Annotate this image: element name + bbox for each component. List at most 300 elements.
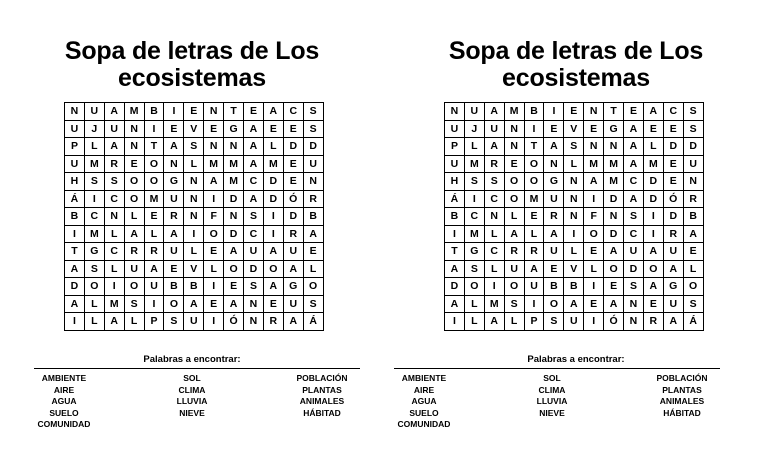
grid-cell: G	[663, 278, 683, 296]
grid-cell: E	[283, 173, 303, 191]
grid-cell: D	[663, 208, 683, 226]
grid-cell: R	[643, 313, 663, 331]
grid-cell: A	[244, 190, 264, 208]
word-item: AGUA	[411, 396, 437, 406]
grid-cell: E	[124, 155, 144, 173]
grid-cell: I	[484, 278, 504, 296]
grid-cell: A	[604, 295, 624, 313]
grid-cell: C	[104, 190, 124, 208]
grid-cell: E	[283, 155, 303, 173]
word-item: AIRE	[53, 384, 75, 395]
grid-cell: E	[504, 155, 524, 173]
grid-cell: Ó	[663, 190, 683, 208]
grid-cell: L	[464, 295, 484, 313]
grid-cell: R	[104, 155, 124, 173]
grid-cell: E	[663, 120, 683, 138]
grid-cell: M	[124, 103, 144, 121]
word-column-2	[160, 373, 224, 419]
grid-cell: R	[164, 208, 184, 226]
grid-cell: I	[164, 103, 184, 121]
grid-cell: I	[263, 208, 283, 226]
grid-cell: I	[584, 278, 604, 296]
grid-cell: M	[224, 173, 244, 191]
grid-cell: L	[124, 208, 144, 226]
grid-cell: B	[65, 208, 85, 226]
grid-cell: A	[224, 243, 244, 261]
grid-cell: S	[124, 295, 144, 313]
grid-cell: S	[484, 173, 504, 191]
word-item: POBLACIÓN	[656, 373, 708, 383]
grid-cell: M	[204, 155, 224, 173]
grid-cell: R	[484, 155, 504, 173]
grid-row	[65, 120, 324, 138]
grid-cell: S	[504, 295, 524, 313]
grid-cell: L	[104, 225, 124, 243]
grid-cell: U	[283, 295, 303, 313]
grid-cell: A	[224, 295, 244, 313]
word-column-3	[644, 373, 720, 419]
grid-row	[445, 278, 704, 296]
grid-cell: A	[303, 225, 323, 243]
grid-cell: D	[604, 225, 624, 243]
grid-cell: L	[584, 260, 604, 278]
grid-cell: I	[643, 208, 663, 226]
grid-cell: O	[544, 295, 564, 313]
grid-cell: V	[184, 120, 204, 138]
grid-cell: G	[544, 173, 564, 191]
grid-cell: E	[663, 173, 683, 191]
grid-cell: O	[504, 190, 524, 208]
grid-cell: N	[224, 138, 244, 156]
grid-cell: E	[303, 243, 323, 261]
grid-cell: G	[604, 120, 624, 138]
grid-cell: L	[504, 208, 524, 226]
grid-cell: A	[445, 295, 465, 313]
grid-cell: S	[164, 313, 184, 331]
grid-cell: I	[84, 190, 104, 208]
grid-cell: I	[464, 190, 484, 208]
grid-cell: L	[144, 225, 164, 243]
grid-cell: R	[263, 313, 283, 331]
grid-cell: L	[204, 260, 224, 278]
grid-cell: I	[204, 278, 224, 296]
grid-cell: N	[65, 103, 85, 121]
grid-cell: N	[584, 138, 604, 156]
grid-cell: N	[604, 208, 624, 226]
grid-cell: D	[624, 260, 644, 278]
grid-cell: N	[564, 173, 584, 191]
word-item: HÁBITAD	[663, 407, 701, 418]
word-item: AMBIENTE	[401, 373, 447, 383]
grid-cell: U	[464, 103, 484, 121]
grid-cell: D	[643, 190, 663, 208]
grid-cell: M	[643, 155, 663, 173]
grid-cell: L	[303, 260, 323, 278]
grid-cell: M	[524, 190, 544, 208]
word-item: COMUNIDAD	[37, 419, 91, 429]
grid-cell: U	[65, 155, 85, 173]
grid-row	[445, 260, 704, 278]
word-item: SUELO	[49, 407, 79, 418]
grid-cell: U	[65, 120, 85, 138]
grid-cell: U	[504, 260, 524, 278]
grid-cell: B	[445, 208, 465, 226]
grid-cell: C	[663, 103, 683, 121]
grid-row	[65, 190, 324, 208]
grid-cell: Ó	[224, 313, 244, 331]
grid-cell: U	[544, 190, 564, 208]
grid-cell: L	[263, 138, 283, 156]
grid-cell: E	[164, 260, 184, 278]
grid-cell: D	[263, 190, 283, 208]
grid-cell: A	[544, 225, 564, 243]
grid-cell: G	[283, 278, 303, 296]
grid-cell: S	[464, 173, 484, 191]
grid-cell: H	[445, 173, 465, 191]
puzzle-title: Sopa de letras de Los ecosistemas	[448, 37, 704, 92]
word-item: LLUVIA	[176, 396, 208, 406]
word-list-divider	[34, 368, 360, 369]
grid-cell: E	[244, 103, 264, 121]
grid-cell: I	[544, 103, 564, 121]
grid-cell: E	[584, 120, 604, 138]
grid-cell: E	[204, 120, 224, 138]
grid-cell: N	[504, 138, 524, 156]
grid-cell: C	[84, 208, 104, 226]
grid-cell: B	[564, 278, 584, 296]
grid-cell: E	[263, 295, 283, 313]
grid-row	[445, 103, 704, 121]
grid-cell: V	[184, 260, 204, 278]
grid-cell: O	[124, 190, 144, 208]
grid-cell: M	[504, 103, 524, 121]
grid-cell: D	[663, 138, 683, 156]
grid-cell: S	[683, 295, 703, 313]
word-item: COMUNIDAD	[397, 419, 451, 429]
grid-cell: U	[445, 155, 465, 173]
grid-cell: A	[663, 260, 683, 278]
grid-cell: B	[524, 103, 544, 121]
word-item: AGUA	[51, 396, 77, 406]
grid-cell: U	[164, 190, 184, 208]
grid-cell: S	[544, 313, 564, 331]
grid-cell: Á	[683, 313, 703, 331]
grid-cell: R	[144, 243, 164, 261]
grid-cell: S	[683, 103, 703, 121]
grid-cell: C	[624, 173, 644, 191]
grid-cell: E	[224, 278, 244, 296]
grid-cell: Á	[65, 190, 85, 208]
grid-cell: N	[224, 208, 244, 226]
grid-cell: M	[604, 155, 624, 173]
grid-cell: Ó	[283, 190, 303, 208]
grid-cell: U	[524, 278, 544, 296]
grid-cell: T	[445, 243, 465, 261]
grid-cell: A	[263, 103, 283, 121]
grid-cell: C	[244, 173, 264, 191]
grid-row	[65, 260, 324, 278]
grid-row	[65, 138, 324, 156]
grid-cell: I	[524, 120, 544, 138]
grid-row	[65, 243, 324, 261]
grid-cell: U	[84, 103, 104, 121]
grid-row	[445, 295, 704, 313]
grid-cell: I	[204, 313, 224, 331]
grid-cell: S	[104, 173, 124, 191]
grid-cell: B	[683, 208, 703, 226]
grid-cell: U	[283, 243, 303, 261]
grid-cell: U	[104, 120, 124, 138]
grid-cell: D	[283, 208, 303, 226]
grid-cell: D	[65, 278, 85, 296]
grid-cell: O	[524, 155, 544, 173]
grid-cell: B	[544, 278, 564, 296]
grid-cell: N	[303, 173, 323, 191]
grid-cell: I	[584, 313, 604, 331]
grid-cell: C	[244, 225, 264, 243]
grid-cell: O	[164, 295, 184, 313]
grid-cell: D	[224, 190, 244, 208]
grid-cell: U	[144, 278, 164, 296]
grid-cell: D	[445, 278, 465, 296]
grid-row	[445, 313, 704, 331]
grid-cell: R	[524, 243, 544, 261]
grid-cell: N	[164, 155, 184, 173]
grid-cell: U	[663, 295, 683, 313]
grid-cell: N	[204, 138, 224, 156]
grid-cell: Á	[303, 313, 323, 331]
grid-cell: R	[283, 225, 303, 243]
grid-cell: I	[643, 225, 663, 243]
word-list-heading: Palabras a encontrar:	[527, 354, 625, 365]
grid-cell: O	[464, 278, 484, 296]
grid-cell: C	[283, 103, 303, 121]
grid-cell: N	[184, 173, 204, 191]
grid-cell: L	[484, 225, 504, 243]
word-column-1	[28, 373, 100, 431]
grid-cell: E	[683, 243, 703, 261]
grid-cell: O	[84, 278, 104, 296]
grid-cell: N	[124, 120, 144, 138]
grid-cell: A	[445, 260, 465, 278]
grid-cell: U	[124, 260, 144, 278]
grid-cell: S	[303, 295, 323, 313]
grid-cell: T	[524, 138, 544, 156]
grid-cell: L	[464, 138, 484, 156]
grid-cell: A	[164, 225, 184, 243]
grid-cell: U	[484, 120, 504, 138]
grid-cell: E	[564, 103, 584, 121]
grid-cell: R	[303, 190, 323, 208]
grid-cell: A	[643, 103, 663, 121]
grid-cell: A	[244, 120, 264, 138]
grid-cell: I	[144, 295, 164, 313]
letter-grid	[64, 102, 324, 331]
grid-cell: N	[484, 208, 504, 226]
word-item: SUELO	[409, 407, 439, 418]
grid-cell: N	[244, 313, 264, 331]
grid-cell: O	[144, 155, 164, 173]
grid-cell: D	[683, 138, 703, 156]
grid-cell: L	[84, 313, 104, 331]
grid-cell: C	[484, 243, 504, 261]
grid-cell: E	[604, 278, 624, 296]
grid-cell: A	[584, 173, 604, 191]
grid-cell: A	[283, 313, 303, 331]
grid-cell: A	[604, 243, 624, 261]
grid-cell: D	[263, 173, 283, 191]
grid-cell: M	[84, 225, 104, 243]
grid-cell: E	[144, 208, 164, 226]
grid-cell: T	[224, 103, 244, 121]
word-item: SOL	[543, 373, 561, 383]
grid-cell: M	[464, 155, 484, 173]
puzzle-title: Sopa de letras de Los ecosistemas	[64, 37, 320, 92]
grid-cell: R	[683, 190, 703, 208]
grid-cell: A	[624, 190, 644, 208]
grid-row	[445, 173, 704, 191]
grid-cell: U	[445, 120, 465, 138]
grid-cell: A	[244, 155, 264, 173]
grid-cell: A	[624, 120, 644, 138]
grid-cell: D	[224, 225, 244, 243]
grid-cell: N	[124, 138, 144, 156]
word-item: CLIMA	[538, 384, 566, 395]
grid-cell: A	[164, 138, 184, 156]
grid-cell: P	[445, 138, 465, 156]
grid-cell: U	[544, 243, 564, 261]
grid-cell: N	[584, 103, 604, 121]
grid-cell: S	[303, 120, 323, 138]
grid-cell: I	[184, 225, 204, 243]
grid-cell: G	[464, 243, 484, 261]
word-item: ANIMALES	[659, 396, 705, 406]
grid-cell: I	[65, 313, 85, 331]
grid-cell: I	[445, 225, 465, 243]
grid-cell: A	[524, 260, 544, 278]
grid-cell: S	[184, 138, 204, 156]
grid-cell: S	[624, 208, 644, 226]
grid-cell: A	[104, 138, 124, 156]
grid-cell: L	[124, 313, 144, 331]
grid-cell: I	[564, 225, 584, 243]
grid-row	[445, 120, 704, 138]
grid-cell: E	[624, 103, 644, 121]
grid-cell: L	[184, 155, 204, 173]
grid-cell: M	[224, 155, 244, 173]
grid-cell: N	[544, 155, 564, 173]
letter-grid	[444, 102, 704, 331]
grid-cell: N	[184, 190, 204, 208]
grid-cell: U	[244, 243, 264, 261]
grid-row	[65, 313, 324, 331]
grid-cell: V	[564, 120, 584, 138]
grid-cell: E	[663, 155, 683, 173]
grid-cell: A	[65, 295, 85, 313]
grid-cell: O	[643, 260, 663, 278]
grid-cell: U	[663, 243, 683, 261]
grid-cell: N	[445, 103, 465, 121]
grid-cell: N	[564, 190, 584, 208]
grid-cell: O	[303, 278, 323, 296]
grid-cell: E	[184, 103, 204, 121]
grid-cell: A	[544, 138, 564, 156]
grid-cell: L	[184, 243, 204, 261]
grid-cell: S	[84, 260, 104, 278]
grid-cell: L	[524, 225, 544, 243]
grid-cell: O	[584, 225, 604, 243]
grid-cell: O	[124, 278, 144, 296]
grid-cell: D	[643, 173, 663, 191]
grid-cell: M	[144, 190, 164, 208]
grid-cell: L	[84, 138, 104, 156]
grid-cell: T	[144, 138, 164, 156]
grid-cell: L	[643, 138, 663, 156]
grid-cell: A	[484, 313, 504, 331]
grid-row	[65, 225, 324, 243]
grid-cell: A	[643, 278, 663, 296]
grid-cell: R	[544, 208, 564, 226]
grid-cell: A	[624, 138, 644, 156]
grid-cell: L	[464, 313, 484, 331]
grid-cell: J	[84, 120, 104, 138]
grid-cell: E	[204, 243, 224, 261]
grid-cell: O	[144, 173, 164, 191]
grid-cell: O	[204, 225, 224, 243]
grid-cell: Ó	[604, 313, 624, 331]
grid-cell: N	[204, 103, 224, 121]
grid-cell: G	[84, 243, 104, 261]
grid-cell: A	[484, 138, 504, 156]
word-item: AIRE	[413, 384, 435, 395]
grid-cell: N	[244, 295, 264, 313]
grid-cell: U	[564, 313, 584, 331]
grid-cell: A	[144, 260, 164, 278]
grid-cell: N	[564, 208, 584, 226]
grid-cell: D	[244, 260, 264, 278]
grid-cell: B	[164, 278, 184, 296]
grid-row	[65, 173, 324, 191]
grid-row	[445, 190, 704, 208]
grid-cell: L	[84, 295, 104, 313]
grid-cell: A	[564, 295, 584, 313]
grid-cell: U	[164, 243, 184, 261]
grid-cell: A	[244, 138, 264, 156]
grid-cell: M	[484, 295, 504, 313]
grid-cell: I	[584, 190, 604, 208]
grid-cell: A	[104, 313, 124, 331]
grid-cell: F	[584, 208, 604, 226]
grid-cell: L	[504, 313, 524, 331]
grid-cell: R	[124, 243, 144, 261]
grid-cell: A	[283, 260, 303, 278]
grid-cell: S	[464, 260, 484, 278]
grid-row	[65, 208, 324, 226]
grid-cell: N	[184, 208, 204, 226]
grid-cell: N	[504, 120, 524, 138]
grid-cell: U	[683, 155, 703, 173]
grid-row	[445, 208, 704, 226]
grid-cell: A	[643, 243, 663, 261]
grid-cell: N	[104, 208, 124, 226]
grid-cell: V	[564, 260, 584, 278]
grid-cell: E	[584, 295, 604, 313]
grid-cell: I	[65, 225, 85, 243]
grid-cell: O	[124, 173, 144, 191]
word-item: NIEVE	[539, 407, 565, 418]
grid-cell: I	[524, 295, 544, 313]
grid-cell: E	[544, 120, 564, 138]
